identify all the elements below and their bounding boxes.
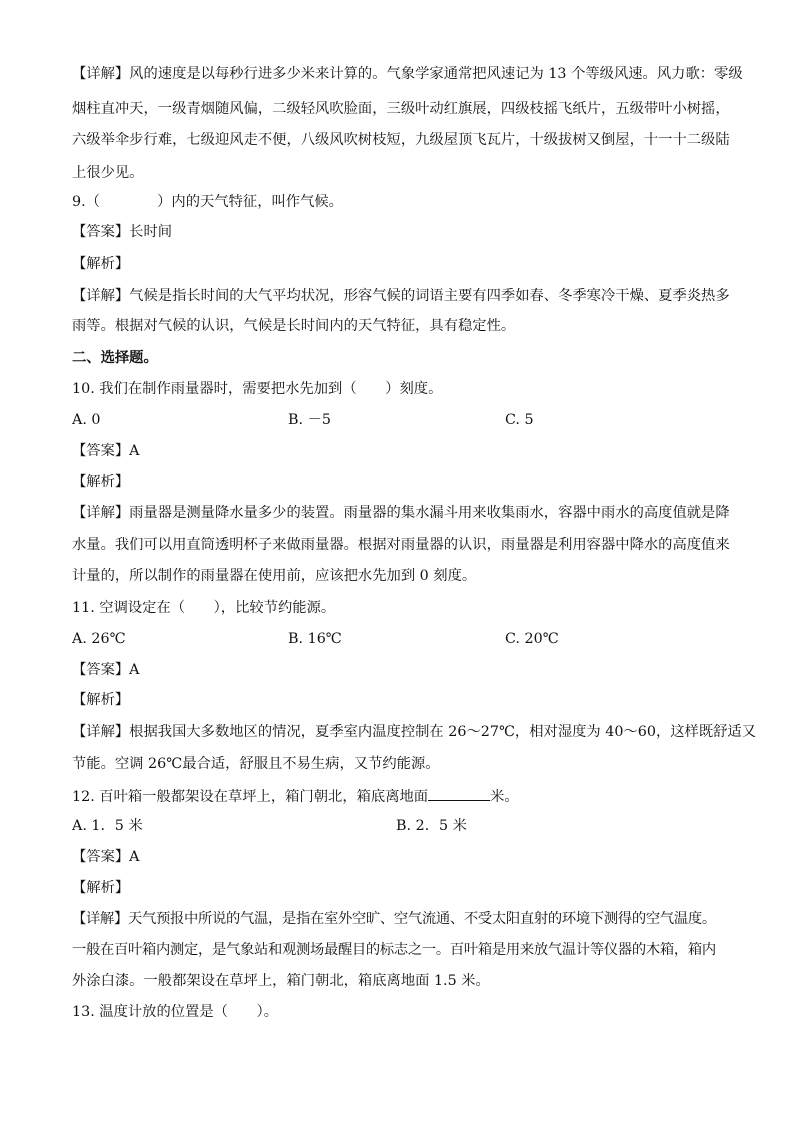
question-11-option-c: C. 20℃ <box>505 631 559 647</box>
question-9-stem: 9.（ ）内的天气特征，叫作气候。 <box>72 194 343 210</box>
q8-detail-line: 【详解】风的速度是以每秒行进多少米来计算的。气象学家通常把风速记为 13 个等级风速。风力歌：零级 <box>72 66 743 82</box>
answer-blank <box>428 786 490 801</box>
question-13-stem: 13. 温度计放的位置是（ ）。 <box>72 1004 278 1020</box>
q8-detail-line: 上很少见。 <box>72 165 144 181</box>
question-9-analysis-label: 【解析】 <box>72 256 130 272</box>
question-10-detail-line: 【详解】雨量器是测量降水量多少的装置。雨量器的集水漏斗用来收集雨水，容器中雨水的高度值就是降 <box>72 505 730 521</box>
question-11-detail-line: 【详解】根据我国大多数地区的情况，夏季室内温度控制在 26～27℃，相对湿度为 40～60，这样既舒适又 <box>72 724 757 740</box>
question-11-analysis-label: 【解析】 <box>72 692 130 708</box>
question-10-analysis-label: 【解析】 <box>72 474 130 490</box>
question-10-option-a: A. 0 <box>72 412 101 428</box>
question-12-detail-line: 【详解】天气预报中所说的气温，是指在室外空旷、空气流通、不受太阳直射的环境下测得的空气温度。 <box>72 911 716 927</box>
question-10-stem: 10. 我们在制作雨量器时，需要把水先加到（ ）刻度。 <box>72 381 443 397</box>
question-12-detail-line: 一般在百叶箱内测定，是气象站和观测场最醒目的标志之一。百叶箱是用来放气温计等仪器的木箱，箱内 <box>72 942 716 958</box>
question-12-stem-text: 12. 百叶箱一般都架设在草坪上，箱门朝北，箱底离地面 <box>72 789 429 805</box>
question-12-detail-line: 外涂白漆。一般都架设在草坪上，箱门朝北，箱底离地面 1.5 米。 <box>72 973 490 989</box>
question-9-answer: 【答案】长时间 <box>72 224 173 240</box>
question-12-option-a: A. 1．5 米 <box>72 818 143 834</box>
q8-detail-line: 烟柱直冲天，一级青烟随风偏，二级轻风吹脸面，三级叶动红旗展，四级枝摇飞纸片，五级带叶小树摇， <box>72 101 730 117</box>
question-11-detail-line: 节能。空调 26℃最合适，舒服且不易生病，又节约能源。 <box>72 756 440 772</box>
question-12-analysis-label: 【解析】 <box>72 880 130 896</box>
question-12-answer: 【答案】A <box>72 849 140 865</box>
question-11-answer: 【答案】A <box>72 662 140 678</box>
question-12-stem <box>72 786 722 807</box>
question-10-option-b: B. －5 <box>288 412 331 428</box>
question-10-answer: 【答案】A <box>72 443 140 459</box>
question-9-detail-line: 【详解】气候是指长时间的大气平均状况，形容气候的词语主要有四季如春、冬季寒冷干燥、夏季炎热多 <box>72 288 730 304</box>
question-11-stem: 11. 空调设定在（ ），比较节约能源。 <box>72 600 336 616</box>
question-10-detail-line: 计量的，所以制作的雨量器在使用前，应该把水先加到 0 刻度。 <box>72 568 477 584</box>
question-9-detail-line: 雨等。根据对气候的认识，气候是长时间内的天气特征，具有稳定性。 <box>72 318 516 334</box>
section-title: 二、选择题。 <box>72 350 158 366</box>
question-10-detail-line: 水量。我们可以用直筒透明杯子来做雨量器。根据对雨量器的认识，雨量器是利用容器中降水的高度值来 <box>72 537 730 553</box>
question-12-stem-unit: 米。 <box>490 789 519 805</box>
question-11-option-a: A. 26℃ <box>72 631 126 647</box>
question-12-option-b: B. 2．5 米 <box>396 818 467 834</box>
q8-detail-line: 六级举伞步行难，七级迎风走不便，八级风吹树枝短，九级屋顶飞瓦片，十级拔树又倒屋，十一十二级陆 <box>72 132 730 148</box>
question-10-option-c: C. 5 <box>505 412 534 428</box>
question-11-option-b: B. 16℃ <box>288 631 342 647</box>
